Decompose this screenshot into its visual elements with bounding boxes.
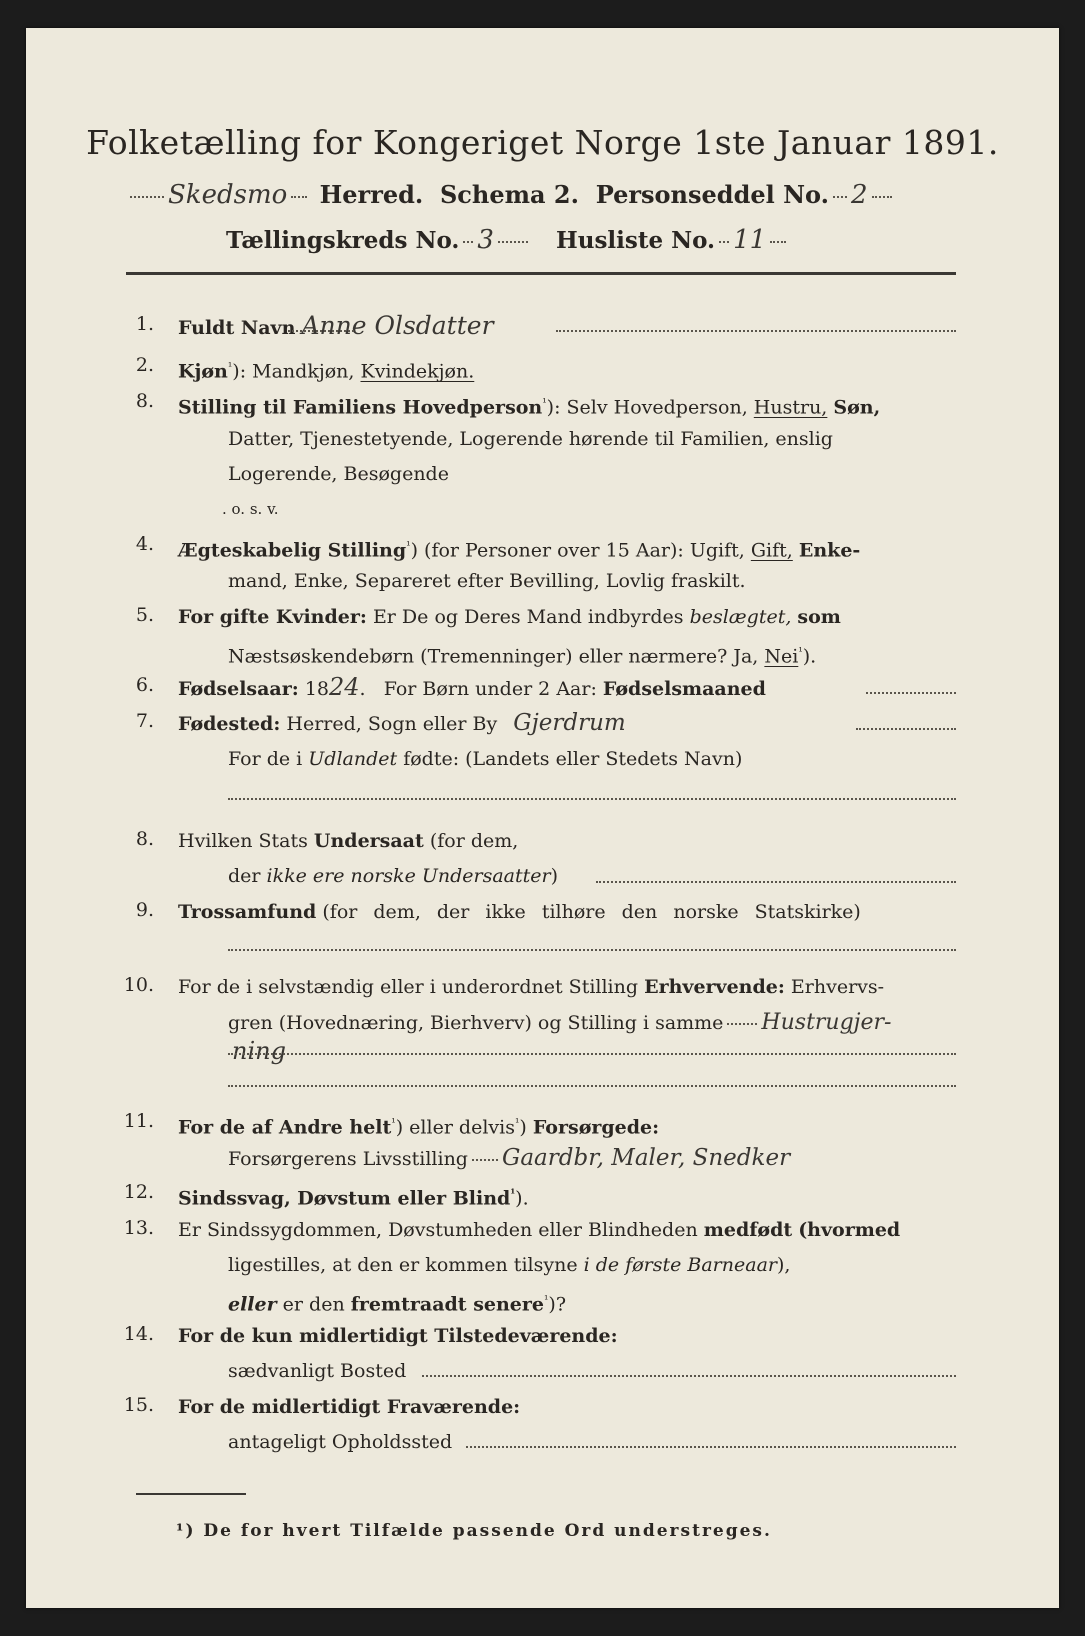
q4-text-a: ) (for Personer over 15 Aar): Ugift, <box>410 539 745 562</box>
q7-line1 <box>178 710 626 737</box>
q10-number: 10. <box>123 974 154 996</box>
q3-line3: Logerende, Besøgende <box>228 463 449 485</box>
q13-line1 <box>178 1217 900 1243</box>
q15-line1: For de midlertidigt Fraværende: <box>178 1396 521 1418</box>
q13-line2-italic: i de første Barneaar <box>583 1254 777 1276</box>
q6-number: 6. <box>135 674 154 696</box>
kreds-line <box>226 223 790 258</box>
q4-sup: ¹ <box>406 539 411 552</box>
q3-label: Stilling til Familiens Hovedperson <box>178 396 543 419</box>
q2-text: ): Mandkjøn, <box>232 360 355 383</box>
q2-sup: ¹ <box>227 360 233 373</box>
q6-label: Fødselsaar: <box>178 678 299 700</box>
herred-line <box>126 178 896 212</box>
q11-number: 11. <box>123 1110 154 1132</box>
q7-number: 7. <box>135 710 154 732</box>
herred-label: Herred. <box>319 180 424 209</box>
q4-line1 <box>178 533 860 563</box>
q4-selected-gift: Gift, <box>750 539 793 562</box>
q3-selected-hustru: Hustru, <box>753 396 828 419</box>
q8-text-b: (for dem, <box>429 830 519 852</box>
q8-line2-italic: ikke ere norske Undersaatter <box>266 865 551 887</box>
q11-line2: Forsørgerens Livsstilling <box>228 1148 468 1170</box>
q2-number: 2. <box>135 354 154 376</box>
q5-text-a: Er De og Deres Mand indbyrdes <box>372 606 684 628</box>
q13-line3: eller er den fremtraadt senere$^{^1}$)? <box>228 1293 567 1316</box>
q15-line2: antageligt Opholdssted <box>228 1431 453 1453</box>
q2-label: Kjøn <box>178 360 228 383</box>
q10-text-a: For de i selvstændig eller i underordnet Stilling <box>178 976 639 998</box>
q13-text-a: Er Sindssygdommen, Døvstumheden eller Blindheden <box>178 1219 698 1241</box>
q11-text-a: For de af Andre helt <box>178 1116 392 1139</box>
q2-line <box>178 354 474 384</box>
q15-number: 15. <box>123 1394 154 1416</box>
q14-number: 14. <box>123 1323 154 1345</box>
q13-line3-bold: fremtraadt senere <box>350 1293 544 1316</box>
q7-line2-italic: Udlandet <box>308 748 398 770</box>
q7-birthplace-value: Gjerdrum <box>513 710 626 736</box>
q4-label: Ægteskabelig Stilling <box>178 539 407 562</box>
q14-line1: For de kun midlertidigt Tilstedeværende: <box>178 1325 618 1347</box>
q12-text: Sindssvag, Døvstum eller Blind <box>178 1187 511 1210</box>
q13-bold: medfødt <box>703 1219 793 1241</box>
q12-number: 12. <box>123 1181 154 1203</box>
q13-text-b: (hvormed <box>798 1219 901 1241</box>
q10-occupation-value-b: ning <box>232 1037 286 1065</box>
q8-line1 <box>178 828 518 854</box>
q6-text: For Børn under 2 Aar: <box>383 678 597 700</box>
q1-line <box>178 313 494 341</box>
schema-label: Schema 2. <box>439 180 579 209</box>
q8-label: Undersaat <box>313 830 424 852</box>
q13-line3-b: )? <box>548 1293 567 1316</box>
personseddel-value: 2 <box>850 180 868 210</box>
q6-label2: Fødselsmaaned <box>602 678 766 700</box>
q11-label: Forsørgede: <box>532 1116 660 1139</box>
q2-selected-kvindekjon: Kvindekjøn. <box>360 360 475 383</box>
q13-line2-a: ligestilles, at den er kommen tilsyne <box>228 1254 578 1276</box>
q5-text-b: som <box>797 606 841 628</box>
q6-birth-year-value: 24 <box>329 673 360 701</box>
census-form-sheet <box>26 28 1059 1608</box>
q5-italic: beslægtet, <box>689 606 792 628</box>
q7-label: Fødested: <box>178 713 281 735</box>
q5-line2-a: Næstsøskendebørn (Tremenninger) eller nærmere? Ja, <box>228 645 759 668</box>
q8-line2-b: ) <box>550 865 559 887</box>
q7-line2-a: For de i <box>228 748 303 770</box>
q5-line2: Næstsøskendebørn (Tremenninger) eller nærmere? Ja, Nei$^{^1}$). <box>228 645 817 668</box>
q5-label: For gifte Kvinder: <box>178 606 367 628</box>
q3-line2: Datter, Tjenestetyende, Logerende hørende til Familien, enslig <box>228 428 833 450</box>
herred-value: Skedsmo <box>168 180 288 210</box>
q13-line3-italic: eller <box>228 1293 277 1316</box>
q12-sup: ¹ <box>510 1187 516 1200</box>
q13-number: 13. <box>123 1217 154 1239</box>
q5-selected-nei: Nei <box>764 645 799 668</box>
q10-line2: gren (Hovednæring, Bierhverv) og Stilling i samme <box>228 1012 724 1034</box>
personseddel-label: Personseddel No. <box>595 180 829 209</box>
q3-number: 8. <box>135 390 154 412</box>
q3-sup: ¹ <box>542 396 547 409</box>
q13-line2-b: ), <box>777 1254 791 1276</box>
header-rule <box>126 272 956 275</box>
q13-line3-a: er den <box>282 1293 345 1316</box>
q4-text-b: Enke- <box>798 539 861 562</box>
q13-line2 <box>228 1252 790 1278</box>
q5-line2-b: ). <box>802 645 817 668</box>
footnote: ¹) De for hvert Tilfælde passende Ord understreges. <box>176 1521 772 1541</box>
q10-text-b: Erhvervs- <box>790 976 885 998</box>
q10-occupation-value-a: Hustrugjer- <box>761 1010 892 1035</box>
husliste-value: 11 <box>733 225 767 255</box>
q10-label: Erhvervende: <box>644 976 785 998</box>
q4-line2: mand, Enke, Separeret efter Bevilling, Lovlig fraskilt. <box>228 570 746 592</box>
q11-supporter-occupation-value: Gaardbr, Maler, Snedker <box>501 1145 791 1171</box>
q8-number: 8. <box>135 828 154 850</box>
q1-number: 1. <box>135 313 154 335</box>
q14-line2: sædvanligt Bosted <box>228 1360 407 1382</box>
q9-label: Trossamfund <box>178 901 317 923</box>
q7-line2 <box>228 746 742 772</box>
q6-line: Fødselsaar: 1824. For Børn under 2 Aar: Fødselsmaaned <box>178 673 766 701</box>
q3-text-a: ): Selv Hovedperson, <box>546 396 748 419</box>
q9-line <box>178 899 958 925</box>
q10-line1 <box>178 974 884 1000</box>
q12-end: ). <box>515 1187 529 1210</box>
q10-line3 <box>232 1038 286 1066</box>
q7-line2-b: fødte: (Landets eller Stedets Navn) <box>403 748 743 770</box>
q10-line2 <box>228 1010 891 1036</box>
q8-line2-a: der <box>228 865 261 887</box>
kreds-label: Tællingskreds No. <box>226 227 460 254</box>
q9-number: 9. <box>135 899 154 921</box>
q9-text: (for dem, der ikke tilhøre den norske Statskirke) <box>322 901 861 923</box>
q12-line <box>178 1181 529 1211</box>
q8-text-a: Hvilken Stats <box>178 830 308 852</box>
q1-full-name-value: Anne Olsdatter <box>301 311 494 340</box>
husliste-label: Husliste No. <box>556 227 716 254</box>
q7-text: Herred, Sogn eller By <box>286 713 498 735</box>
q5-number: 5. <box>135 604 154 626</box>
q11-line2 <box>228 1145 790 1172</box>
q11-text-b: eller delvis <box>409 1116 515 1139</box>
q3-text-b: Søn, <box>833 396 881 419</box>
q11-line1: For de af Andre helt$^{^1}$) eller delvis$^{^1}$) Forsørgede: <box>178 1116 660 1139</box>
q6-prefix: 18 <box>304 678 329 700</box>
q8-line2 <box>228 863 558 889</box>
q5-line1 <box>178 604 841 630</box>
q1-label: Fuldt Navn <box>178 317 296 339</box>
q3-line4: . o. s. v. <box>222 500 279 518</box>
kreds-value: 3 <box>477 225 494 255</box>
q4-number: 4. <box>135 533 154 555</box>
q3-line1 <box>178 390 958 420</box>
footnote-rule <box>136 1493 246 1495</box>
form-title: Folketælling for Kongeriget Norge 1ste Januar 1891. <box>86 123 999 162</box>
